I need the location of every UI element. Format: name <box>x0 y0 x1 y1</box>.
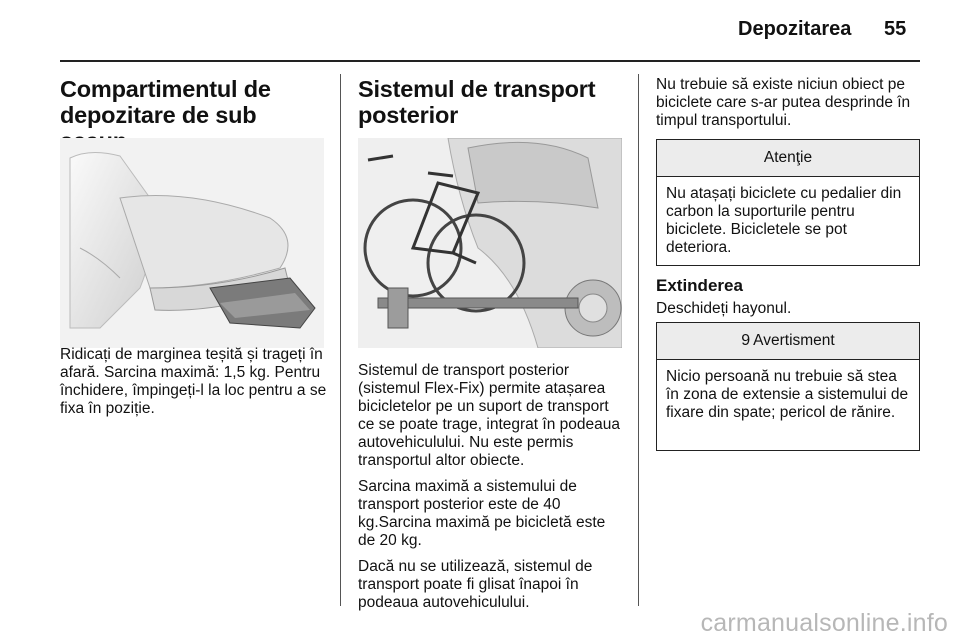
extension-text: Deschideți hayonul. <box>656 300 792 317</box>
rear-carrier-body <box>358 362 626 612</box>
carrier-intro-text: Nu trebuie să existe niciun obiect pe biciclete care s-ar putea desprinde în timpul transportului. <box>656 76 911 129</box>
carrier-notes <box>656 76 920 130</box>
section-title: Depozitarea <box>738 18 852 40</box>
bicycle-carrier-illustration <box>358 138 622 348</box>
warning-icon: 9 <box>741 332 751 349</box>
underseat-storage-heading: Compartimentul de depozitare de sub <box>60 76 271 128</box>
underseat-storage-text: Ridicați de marginea teșită și trageți în afară. Sarcina maximă: 1,5 kg. Pentru închidere, împingeți-l la loc pentru a se fixa în poziție. <box>60 346 327 417</box>
column-divider <box>638 74 639 606</box>
extension-heading: Extinderea <box>656 276 743 295</box>
header-divider <box>60 60 920 62</box>
rear-carrier-heading: Sistemul de transport posterior <box>358 76 596 128</box>
column-divider <box>340 74 341 606</box>
warning-text: Nicio persoană nu trebuie să stea în zona de extensie a sistemului de fixare din spate; pericol de rănire. <box>666 368 909 421</box>
warning-box <box>656 322 920 451</box>
watermark: carmanualsonline.info <box>700 609 948 637</box>
underseat-storage-body <box>60 346 328 418</box>
caution-text: Nu atașați biciclete cu pedalier din carbon la suporturile pentru biciclete. Bicicletele se pot deteriora. <box>666 185 902 256</box>
seat-drawer-illustration <box>60 138 324 348</box>
rear-carrier-text-1: Sistemul de transport posterior (sistemul Flex-Fix) permite atașarea bicicletelor pe un suport de transport ce se poate trage, integrat în podeaua autovehiculului. Nu este permis transportul altor obiecte. <box>358 362 620 469</box>
warning-title: Avertisment <box>753 332 835 349</box>
rear-carrier-text-2: Sarcina maximă a sistemului de transport posterior este de 40 kg.Sarcina maximă pe bicicletă este de 20 kg. <box>358 478 606 549</box>
caution-title: Atenţie <box>657 140 919 177</box>
page-number: 55 <box>884 18 907 40</box>
caution-box <box>656 139 920 266</box>
rear-carrier-section <box>358 76 626 128</box>
warning-header <box>657 323 919 360</box>
rear-carrier-text-3: Dacă nu se utilizează, sistemul de transport poate fi glisat înapoi în podeaua autovehiculului. <box>358 558 593 611</box>
